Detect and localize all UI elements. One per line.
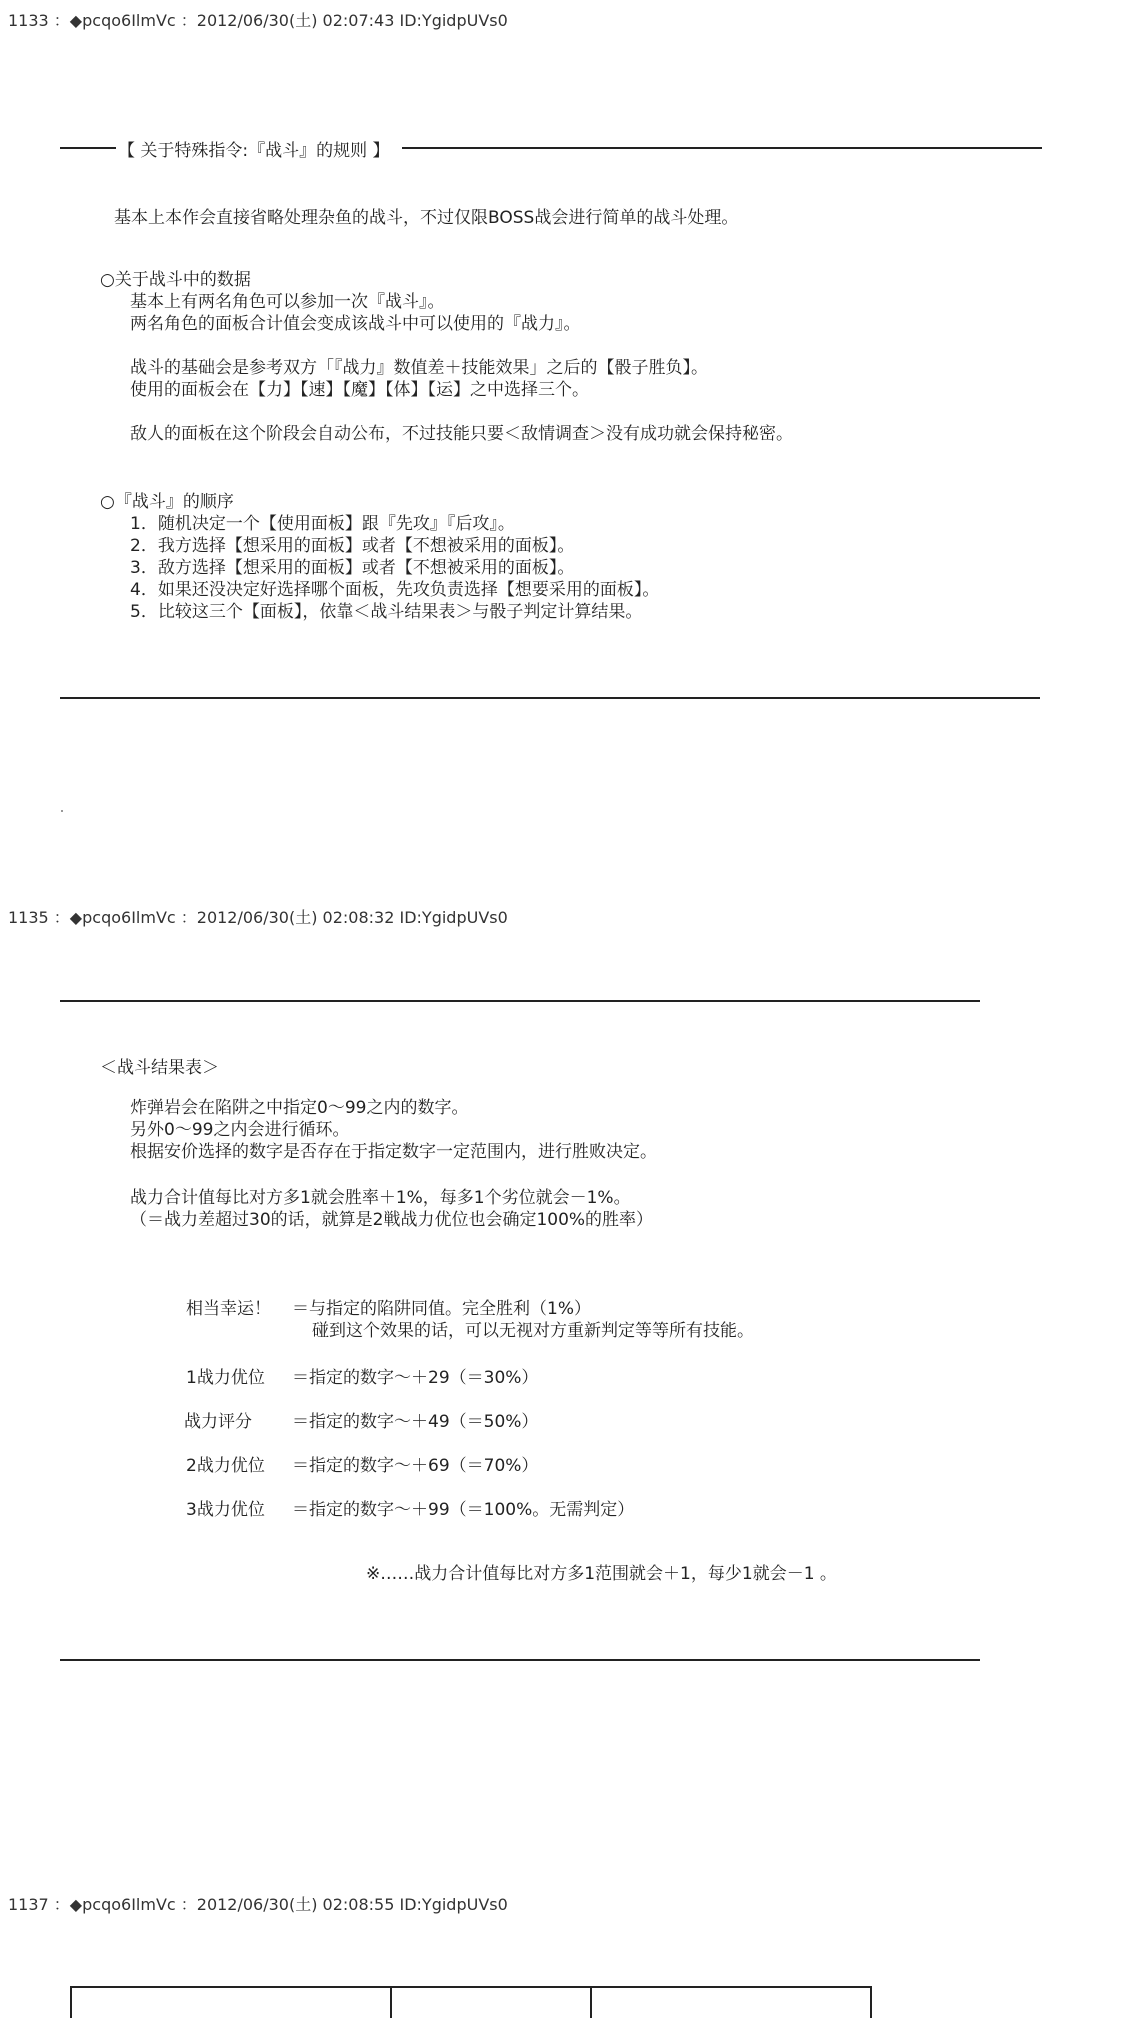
- power-line: （＝战力差超过30的话，就算是2戦战力优位也会确定100%的胜率）: [130, 1210, 654, 1230]
- section-title-rule-right: [402, 147, 1042, 149]
- result-value: ＝指定的数字～＋29（＝30%）: [292, 1368, 539, 1388]
- order-heading: ○『战斗』的顺序: [100, 492, 234, 512]
- data-heading: ○关于战斗中的数据: [100, 270, 251, 290]
- post-header-1137: 1137 ：◆pcqo6IlmVc ：2012/06/30(土) 02:08:55 ID:YgidpUVs0: [8, 1895, 508, 1914]
- result-label: 战力评分: [184, 1412, 252, 1432]
- section-divider: [60, 697, 1040, 699]
- rule-line: 根据安价选择的数字是否存在于指定数字一定范围内，进行胜败决定。: [130, 1142, 657, 1162]
- order-line: 2．我方选择【想采用的面板】或者【不想被采用的面板】。: [130, 536, 575, 556]
- intro-text: 基本上本作会直接省略处理杂鱼的战斗，不过仅限BOSS战会进行简单的战斗处理。: [114, 208, 739, 228]
- order-line: 1．随机决定一个【使用面板】跟『先攻』『后攻』。: [130, 514, 515, 534]
- rule-line: 炸弹岩会在陷阱之中指定0～99之内的数字。: [130, 1098, 469, 1118]
- table-column-divider: [590, 1988, 592, 2018]
- result-footnote: ※……战力合计值每比对方多1范围就会＋1，每少1就会－1 。: [366, 1564, 837, 1584]
- post-header-1133: 1133 ：◆pcqo6IlmVc ：2012/06/30(土) 02:07:43 ID:YgidpUVs0: [8, 11, 508, 30]
- power-line: 战力合计值每比对方多1就会胜率＋1%，每多1个劣位就会－1%。: [130, 1188, 631, 1208]
- post-header-1135: 1135 ：◆pcqo6IlmVc ：2012/06/30(土) 02:08:32 ID:YgidpUVs0: [8, 908, 508, 927]
- order-line: 5．比较这三个【面板】，依靠＜战斗结果表＞与骰子判定计算结果。: [130, 602, 643, 622]
- section-divider: [60, 1000, 980, 1002]
- data-line: 两名角色的面板合计值会变成该战斗中可以使用的『战力』。: [130, 314, 581, 334]
- result-label: 3战力优位: [186, 1500, 265, 1520]
- table-title: ＜战斗结果表＞: [100, 1058, 219, 1078]
- table-column-divider: [390, 1988, 392, 2018]
- result-label-lucky: 相当幸运！: [186, 1299, 271, 1319]
- result-note-lucky: 碰到这个效果的话，可以无视对方重新判定等等所有技能。: [312, 1321, 754, 1341]
- section-divider: [60, 1659, 980, 1661]
- data-line: 敌人的面板在这个阶段会自动公布，不过技能只要＜敌情调查＞没有成功就会保持秘密。: [130, 424, 793, 444]
- section-title: 【 关于特殊指令:『战斗』的规则 】: [118, 141, 390, 161]
- rule-line: 另外0～99之内会进行循环。: [130, 1120, 350, 1140]
- result-label: 2战力优位: [186, 1456, 265, 1476]
- result-label: 1战力优位: [186, 1368, 265, 1388]
- result-value: ＝指定的数字～＋99（＝100%。无需判定）: [292, 1500, 635, 1520]
- data-line: 使用的面板会在【力】【速】【魔】【体】【运】之中选择三个。: [130, 380, 589, 400]
- result-value: ＝指定的数字～＋49（＝50%）: [292, 1412, 539, 1432]
- data-line: 战斗的基础会是参考双方「『战力』数值差＋技能效果」之后的【骰子胜负】。: [130, 358, 708, 378]
- result-value-lucky: ＝与指定的陷阱同值。完全胜利（1%）: [292, 1299, 591, 1319]
- order-line: 4．如果还没决定好选择哪个面板，先攻负责选择【想要采用的面板】。: [130, 580, 660, 600]
- result-value: ＝指定的数字～＋69（＝70%）: [292, 1456, 539, 1476]
- data-line: 基本上有两名角色可以参加一次『战斗』。: [130, 292, 445, 312]
- order-line: 3．敌方选择【想采用的面板】或者【不想被采用的面板】。: [130, 558, 575, 578]
- table-frame: [70, 1986, 872, 2018]
- section-title-rule-left: [60, 147, 116, 149]
- stray-dot: [61, 810, 63, 812]
